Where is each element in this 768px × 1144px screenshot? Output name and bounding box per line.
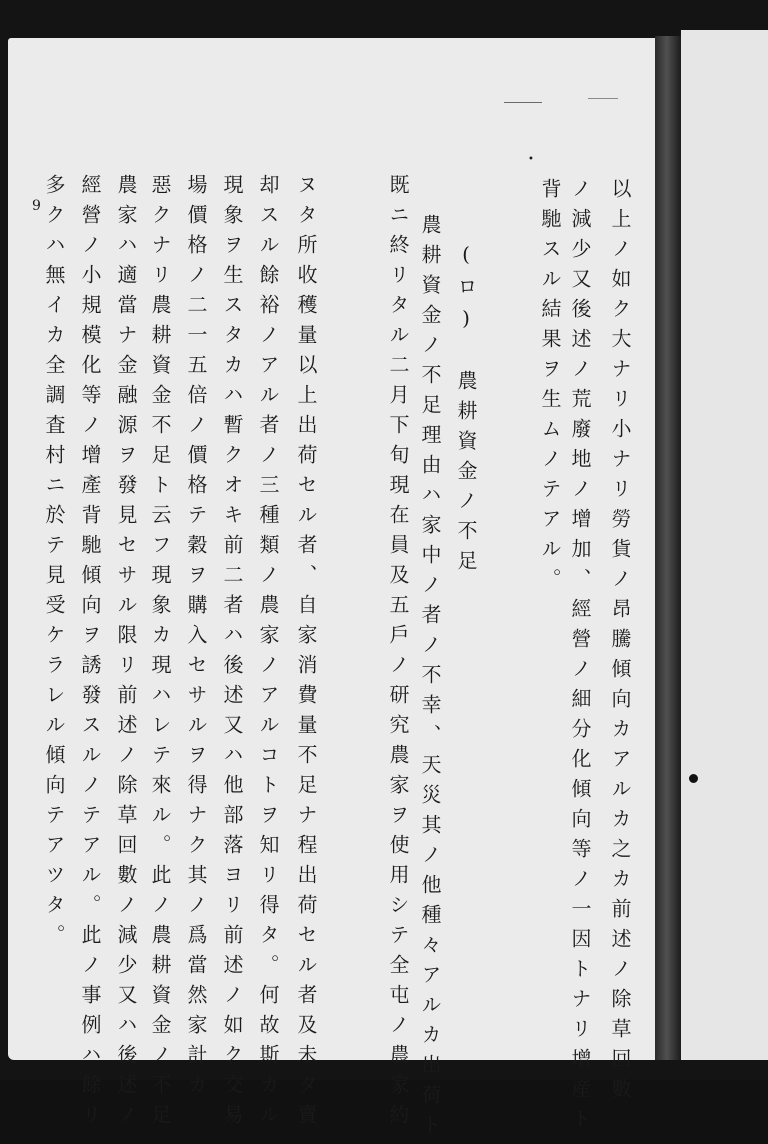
text-column-3: 背馳スル結果ヲ生ムノテアル。 <box>538 178 562 598</box>
text-column-1: 以上ノ如ク大ナリ小ナリ勞貨ノ昂騰傾向カアルカ之カ前述ノ除草回數 <box>608 178 632 1108</box>
header-rule-right <box>588 98 618 99</box>
text-column-6: ヌタ所收穫量以上出荷セル者、自家消費量不足ナ程出荷セル者及未タ賣 <box>294 174 318 1134</box>
text-column-10: 惡クナリ農耕資金不足ト云フ現象カ現ハレテ來ル。此ノ農耕資金ノ不足 <box>148 174 172 1134</box>
header-rule <box>504 102 542 103</box>
text-column-11: 農家ハ適當ナ金融源ヲ發見セサル限リ前述ノ除草回數ノ減少又ハ後述ノ <box>114 174 138 1134</box>
text-column-8: 現象ヲ生スタカハ暫クオキ前二者ハ後述又ハ他部落ヨリ前述ノ如ク交易 <box>220 174 244 1134</box>
ink-spot <box>689 774 698 783</box>
bullet-mark: • <box>528 154 534 165</box>
text-column-2: ノ減少又後述ノ荒廢地ノ增加、經營ノ細分化傾向等ノ一因トナリ增産ト <box>568 178 592 1138</box>
text-column-7: 却スル餘裕ノアル者ノ三種類ノ農家ノアルコトヲ知リ得タ。何故斯カル <box>256 174 280 1134</box>
text-column-12: 經營ノ小規模化等ノ增產背馳傾向ヲ誘發スルノテアル。此ノ事例ハ餘リ <box>78 174 102 1134</box>
document-page <box>8 38 656 1144</box>
text-column-13: 多クハ無イカ全調査村ニ於テ見受ケラレル傾向テアツタ。 <box>42 174 66 954</box>
facing-page-edge <box>681 30 768 1060</box>
book-spine <box>655 36 681 1060</box>
text-column-9: 場價格ノ二一五倍ノ價格テ穀ヲ購入セサルヲ得ナク其ノ爲當然家計カ <box>184 174 208 1104</box>
text-column-4: 農耕資金ノ不足理由ハ家中ノ者ノ不幸、天災其ノ他種々アルカ出荷ト <box>418 214 442 1144</box>
section-heading: (ロ) 農耕資金ノ不足 <box>454 242 478 580</box>
text-column-5: 既ニ終リタル二月下旬現在員及五戶ノ研究農家ヲ使用シテ全屯ノ農家約 <box>386 174 410 1134</box>
page-number: 9 <box>32 198 41 214</box>
